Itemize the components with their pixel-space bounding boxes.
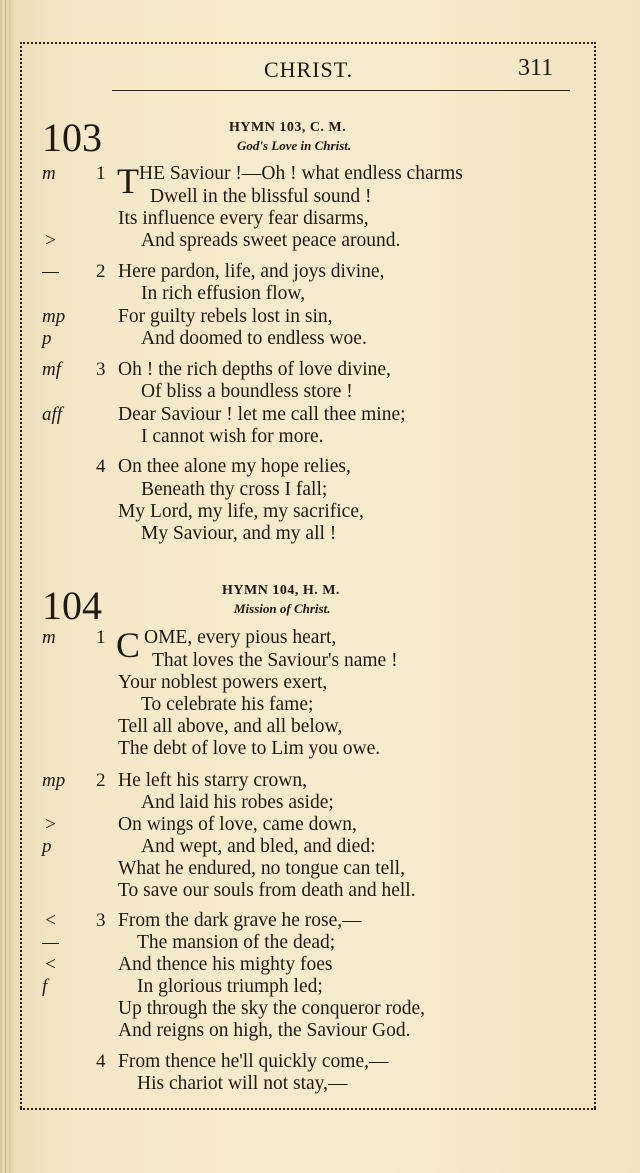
dynamic-mark: m — [42, 163, 56, 184]
verse-number: 2 — [96, 261, 106, 282]
hymn-line: Its influence every fear disarms, — [118, 208, 369, 229]
header-rule — [112, 90, 570, 91]
hymn-line: And thence his mighty foes — [118, 954, 333, 975]
hymn-line: Dear Saviour ! let me call thee mine; — [118, 404, 406, 425]
hymn-line: And spreads sweet peace around. — [141, 230, 401, 251]
verse-number: 3 — [96, 359, 106, 380]
hymn-line: From thence he'll quickly come,— — [118, 1051, 389, 1072]
hymn-line: That loves the Saviour's name ! — [152, 650, 398, 671]
hymn-line: On thee alone my hope relies, — [118, 456, 351, 477]
hymn-line: The mansion of the dead; — [137, 932, 336, 953]
dynamic-mark: p — [42, 328, 52, 349]
hymn-line: What he endured, no tongue can tell, — [118, 858, 405, 879]
hymn-line: Beneath thy cross I fall; — [141, 479, 328, 500]
hymn-line: And laid his robes aside; — [141, 792, 334, 813]
verse-number: 4 — [96, 456, 106, 477]
dynamic-mark: p — [42, 836, 52, 857]
hymn-line: The debt of love to Lim you owe. — [118, 738, 381, 759]
hymn-line: Here pardon, life, and joys divine, — [118, 261, 385, 282]
dynamic-mark: f — [42, 976, 48, 997]
drop-cap: T — [117, 161, 139, 201]
hymn-line: To save our souls from death and hell. — [118, 880, 416, 901]
hymn-subtitle: Mission of Christ. — [234, 601, 331, 616]
hymn-line: My Lord, my life, my sacrifice, — [118, 501, 364, 522]
hymn-line: He left his starry crown, — [118, 770, 307, 791]
dynamic-mark: m — [42, 627, 56, 648]
hymn-line: Of bliss a boundless store ! — [141, 381, 353, 402]
dynamic-mark: mp — [42, 770, 66, 791]
verse-number: 1 — [96, 163, 106, 184]
hymn-line: On wings of love, came down, — [118, 814, 357, 835]
hymn-line: Tell all above, and all below, — [118, 716, 343, 737]
hymn-title: HYMN 104, H. M. — [222, 583, 340, 598]
hymn-line: Up through the sky the conqueror rode, — [118, 998, 426, 1019]
verse-number: 3 — [96, 910, 106, 931]
running-head: CHRIST. — [264, 57, 354, 82]
border-left — [20, 42, 22, 1108]
hymn-line: Your noblest powers exert, — [118, 672, 328, 693]
hymn-line: OME, every pious heart, — [144, 627, 337, 648]
hymn-line: In rich effusion flow, — [141, 283, 306, 304]
page-number: 311 — [518, 55, 554, 81]
hymn-line: His chariot will not stay,— — [137, 1073, 348, 1094]
verse-number: 1 — [96, 627, 106, 648]
hymn-line: To celebrate his fame; — [141, 694, 314, 715]
dynamic-mark: — — [42, 261, 59, 282]
border-bottom — [20, 1108, 596, 1110]
dynamic-mark: mp — [42, 306, 66, 327]
hymn-line: And doomed to endless woe. — [141, 328, 367, 349]
dynamic-mark: > — [44, 814, 57, 835]
drop-cap: C — [116, 625, 141, 665]
dynamic-mark: > — [44, 230, 57, 251]
hymn-line: HE Saviour !—Oh ! what endless charms — [139, 163, 463, 184]
dynamic-mark: — — [42, 932, 59, 953]
border-right — [594, 42, 596, 1108]
page-edge — [0, 0, 14, 1173]
verse-number: 4 — [96, 1051, 106, 1072]
dynamic-mark: mf — [42, 359, 61, 380]
border-top — [20, 42, 596, 44]
hymn-line: I cannot wish for more. — [141, 426, 324, 447]
hymn-line: For guilty rebels lost in sin, — [118, 306, 333, 327]
hymn-line: Dwell in the blissful sound ! — [150, 186, 372, 207]
dynamic-mark: < — [44, 954, 57, 975]
hymn-title: HYMN 103, C. M. — [229, 120, 347, 135]
hymn-line: My Saviour, and my all ! — [141, 523, 337, 544]
hymn-line: From the dark grave he rose,— — [118, 910, 362, 931]
hymn-line: In glorious triumph led; — [137, 976, 323, 997]
hymn-line: And wept, and bled, and died: — [141, 836, 376, 857]
dynamic-mark: < — [44, 910, 57, 931]
hymn-number: 103 — [42, 115, 102, 160]
hymn-number: 104 — [42, 583, 102, 628]
hymn-line: Oh ! the rich depths of love divine, — [118, 359, 391, 380]
verse-number: 2 — [96, 770, 106, 791]
hymn-line: And reigns on high, the Saviour God. — [118, 1020, 411, 1041]
dynamic-mark: aff — [42, 404, 63, 425]
hymn-subtitle: God's Love in Christ. — [237, 138, 352, 153]
